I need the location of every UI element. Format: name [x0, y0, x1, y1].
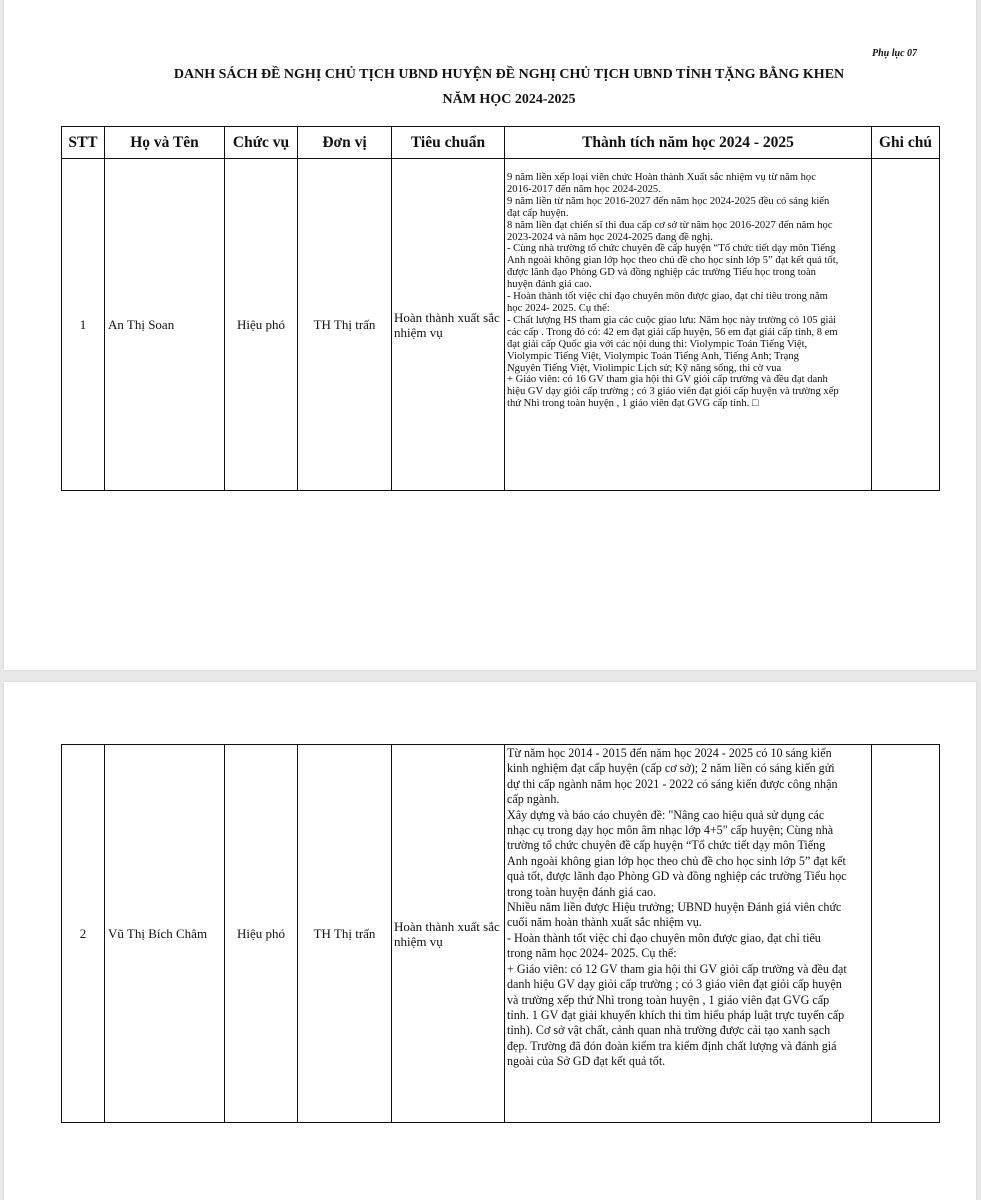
achievement-line: đạt giải cấp Quốc gia với các nội dung thi: Violympic Toán Tiếng Việt,	[507, 338, 808, 350]
cell-standard: Hoàn thành xuất sắc nhiệm vụ	[392, 745, 505, 1123]
cell-stt: 2	[62, 745, 105, 1123]
table-row	[62, 745, 940, 1123]
achievement-line: + Giáo viên: có 16 GV tham gia hội thi GV giỏi cấp trường và đều đạt danh	[507, 374, 828, 386]
achievement-line: trong toàn huyện đánh giá cao.	[507, 884, 657, 899]
cell-stt: 1	[62, 159, 105, 491]
achievement-line: Nguyên Tiếng Việt, Violimpic Lịch sử; Kỹ năng sống, thi cờ vua	[507, 362, 782, 374]
header-achievements: Thành tích năm học 2024 - 2025	[505, 127, 872, 159]
cell-unit: TH Thị trấn	[298, 159, 392, 491]
document-subtitle: NĂM HỌC 2024-2025	[442, 92, 576, 107]
achievement-line: quả tốt, được lãnh đạo Phòng GD và đồng nghiệp các trường Tiểu học	[507, 869, 847, 884]
achievement-line: ngoài của Sở GD đạt kết quả tốt.	[507, 1054, 666, 1069]
achievement-line: - Hoàn thành tốt việc chỉ đạo chuyên môn được giao, đạt chỉ tiêu trong năm	[507, 291, 828, 303]
cell-name: An Thị Soan	[105, 159, 225, 491]
achievement-line: kinh nghiệm đạt cấp huyện (cấp cơ sở); 2 năm liền có sáng kiến gửi	[507, 761, 835, 776]
header-unit: Đơn vị	[298, 127, 392, 159]
cell-position: Hiệu phó	[225, 745, 298, 1123]
nomination-table	[61, 126, 940, 491]
achievement-line: học 2024- 2025. Cụ thể:	[507, 302, 610, 314]
header-standard: Tiêu chuẩn	[392, 127, 505, 159]
achievement-line: đẹp. Trường đã đón đoàn kiểm tra kiểm định chất lượng và đánh giá	[507, 1038, 837, 1053]
achievement-line: cấp ngành.	[507, 792, 560, 807]
achievement-line: 9 năm liền từ năm học 2016-2027 đến năm học 2024-2025 đều có sáng kiến	[507, 195, 830, 207]
document-page-2	[4, 682, 976, 1200]
achievement-line: tỉnh. 1 GV đạt giải khuyến khích thi tìm hiểu pháp luật trực tuyến cấp	[507, 1007, 845, 1022]
achievement-line: đạt cấp huyện.	[507, 207, 569, 219]
achievement-line: trường tổ chức chuyên đề cấp huyện “Tổ chức tiết dạy môn Tiếng	[507, 838, 826, 853]
achievement-line: 9 năm liền xếp loại viên chức Hoàn thành Xuất sắc nhiệm vụ từ năm học	[507, 172, 816, 183]
cell-unit: TH Thị trấn	[298, 745, 392, 1123]
cell-achievements	[505, 745, 872, 1123]
cell-note	[872, 745, 940, 1123]
achievement-line: - Cùng nhà trường tổ chức chuyên đề cấp huyện “Tổ chức tiết dạy môn Tiếng	[507, 243, 836, 255]
achievement-line: 2023-2024 và năm học 2024-2025 đang đề nghị.	[507, 231, 713, 243]
achievement-line: huyện đánh giá cao.	[507, 279, 592, 291]
achievement-line: Violympic Tiếng Việt, Violympic Toán Tiếng Anh, Tiếng Anh; Trạng	[507, 350, 799, 362]
achievement-line: - Hoàn thành tốt việc chỉ đạo chuyên môn được giao, đạt chỉ tiêu	[507, 930, 821, 945]
achievement-line: tỉnh). Cơ sở vật chất, cảnh quan nhà trường được cải tạo xanh sạch	[507, 1023, 831, 1038]
header-note: Ghi chú	[872, 127, 940, 159]
achievement-line: dự thi cấp ngành năm học 2021 - 2022 có sáng kiến được công nhận	[507, 776, 838, 791]
cell-standard: Hoàn thành xuất sắc nhiệm vụ	[392, 159, 505, 491]
appendix-label: Phụ lục 07	[872, 48, 918, 59]
achievement-line: hiệu GV dạy giỏi cấp trường ; có 3 giáo viên đạt giỏi cấp huyện và trường xếp	[507, 386, 839, 398]
cell-note	[872, 159, 940, 491]
achievement-line: Anh ngoài không gian lớp học theo chủ đề cho học sinh lớp 5” đạt kết	[507, 853, 846, 868]
document-title: DANH SÁCH ĐỀ NGHỊ CHỦ TỊCH UBND HUYỆN ĐỀ NGHỊ CHỦ TỊCH UBND TỈNH TẶNG BẰNG KHEN	[173, 67, 845, 82]
achievement-line: Xây dựng và báo cáo chuyên đề: "Nâng cao hiệu quả sử dụng các	[507, 807, 825, 822]
table-row	[62, 159, 940, 491]
header-name: Họ và Tên	[105, 127, 225, 159]
achievement-line: trong năm học 2024- 2025. Cụ thể:	[507, 946, 677, 961]
table-header-row	[62, 127, 940, 159]
achievement-line: các cấp . Trong đó có: 42 em đạt giải cấp huyện, 56 em đạt giải cấp tỉnh, 8 em	[507, 326, 838, 338]
document-page-1	[4, 0, 976, 670]
achievement-line: và trường xếp thứ Nhì trong toàn huyện , 1 giáo viên đạt GVG cấp	[507, 992, 830, 1007]
achievement-line: - Chất lượng HS tham gia các cuộc giao lưu: Năm học này trường có 105 giải	[507, 314, 837, 326]
nomination-table-continued	[61, 744, 940, 1123]
cell-achievements	[505, 159, 872, 491]
achievement-line: Từ năm học 2014 - 2015 đến năm học 2024 - 2025 có 10 sáng kiến	[507, 746, 832, 760]
achievement-line: Anh ngoài không gian lớp học theo chủ đề cho học sinh lớp 5” đạt kết quả tốt,	[507, 255, 839, 267]
achievement-line: danh hiệu GV dạy giỏi cấp trường ; có 3 giáo viên đạt giỏi cấp huyện	[507, 977, 842, 992]
achievement-line: được lãnh đạo Phòng GD và đồng nghiệp các trường Tiểu học trong toàn	[507, 267, 816, 279]
cell-position: Hiệu phó	[225, 159, 298, 491]
achievement-line: 8 năm liền đạt chiến sĩ thi đua cấp cơ sở từ năm học 2016-2027 đến năm học	[507, 219, 833, 231]
achievement-line: cuối năm hoàn thành xuất sắc nhiệm vụ.	[507, 915, 702, 930]
cell-name: Vũ Thị Bích Châm	[105, 745, 225, 1123]
achievement-line: + Giáo viên: có 12 GV tham gia hội thi GV giỏi cấp trường và đều đạt	[507, 961, 847, 976]
achievement-line: thứ Nhì trong toàn huyện , 1 giáo viên đạt GVG cấp tỉnh. □	[507, 398, 759, 410]
achievement-line: nhạc cụ trong dạy học môn âm nhạc lớp 4+5" cấp huyện; Cùng nhà	[507, 823, 834, 838]
achievement-line: Nhiều năm liền được Hiệu trưởng; UBND huyện Đánh giá viên chức	[507, 900, 842, 915]
header-stt: STT	[62, 127, 105, 159]
header-position: Chức vụ	[225, 127, 298, 159]
achievement-line: 2016-2017 đến năm học 2024-2025.	[507, 183, 661, 195]
